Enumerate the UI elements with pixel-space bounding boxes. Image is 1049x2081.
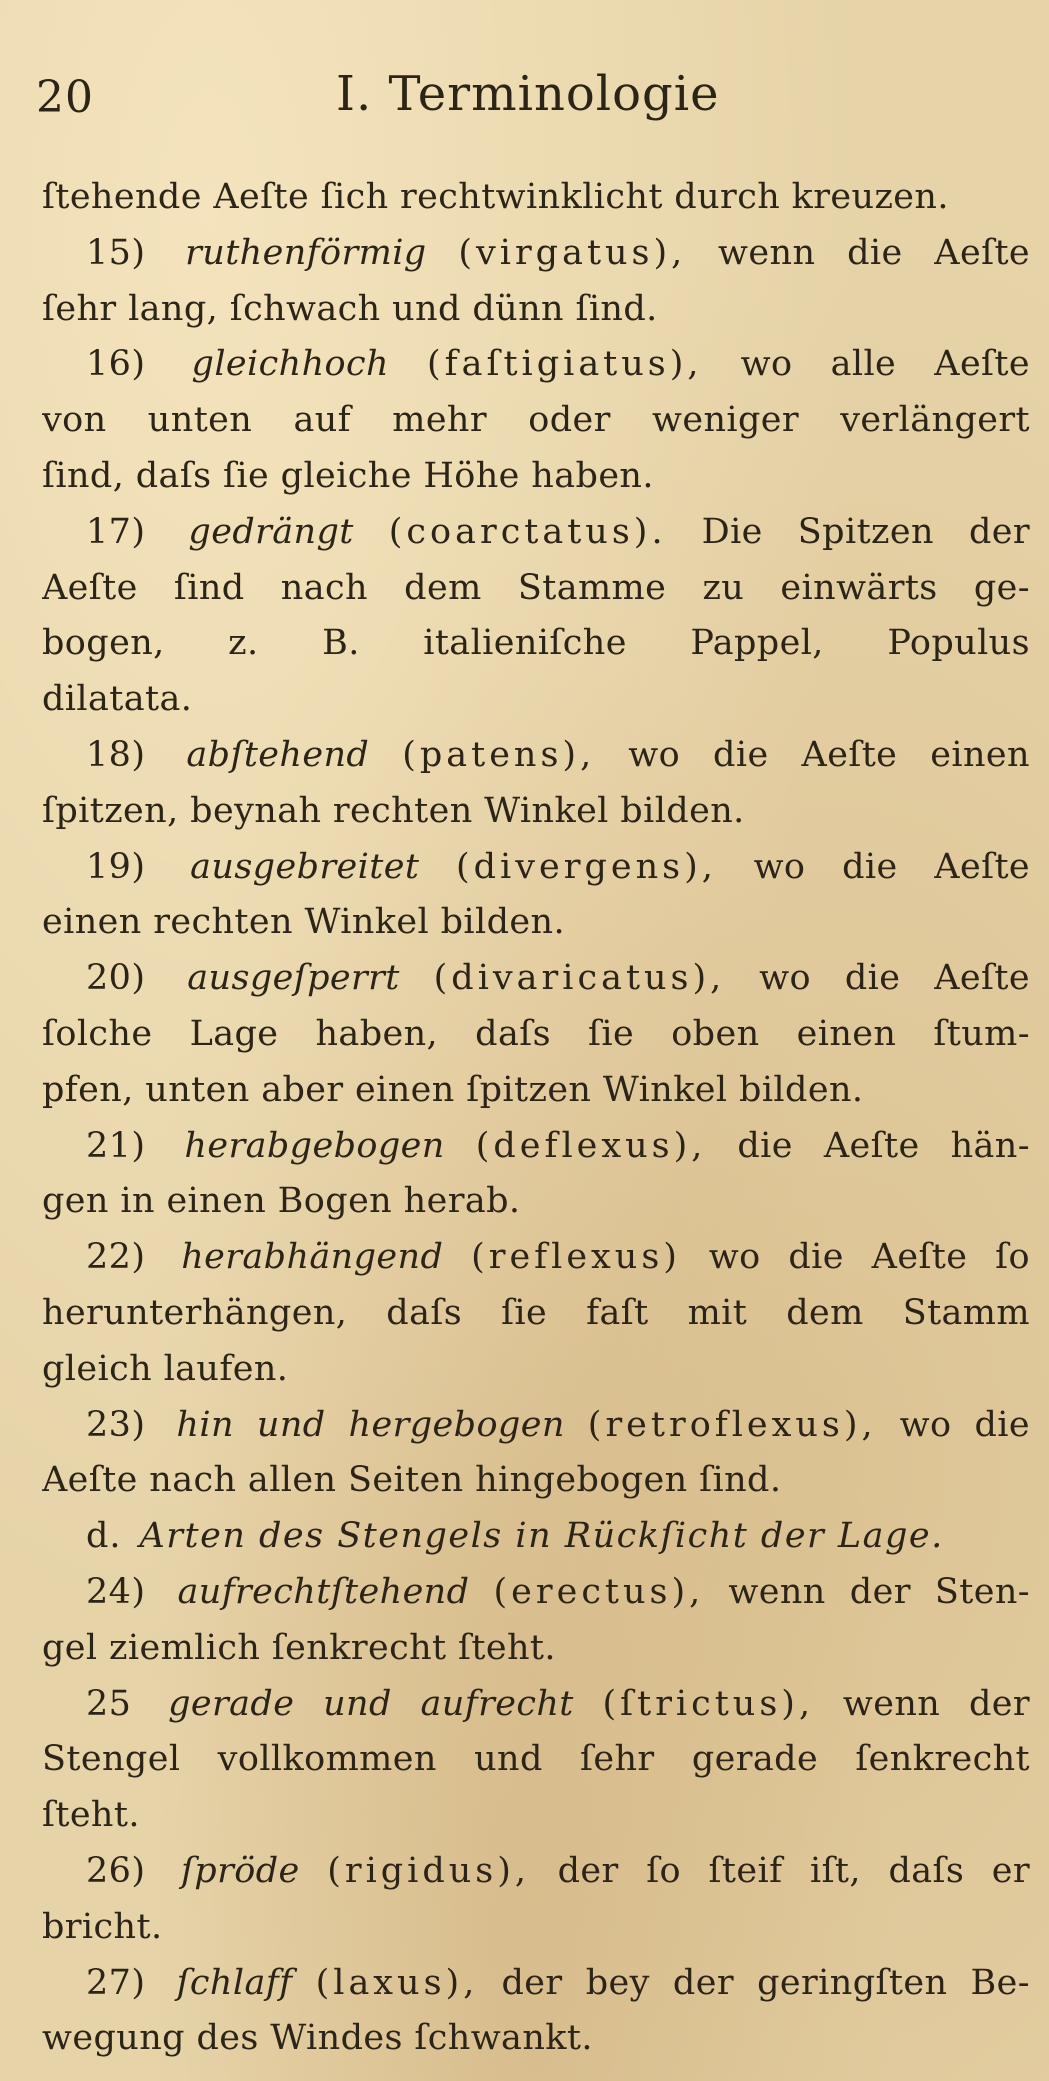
- entry-text: die Aeſte hän-: [737, 1125, 1030, 1166]
- entry-number: 21): [86, 1125, 146, 1166]
- running-head: [36, 58, 1026, 128]
- entry-text: wo die: [899, 1404, 1030, 1445]
- entry-latin-name: (deflexus),: [475, 1125, 707, 1166]
- text-line: ſolche Lage haben, daſs ſie oben einen ſtum-: [42, 1013, 1030, 1054]
- entry-latin-name: (divergens),: [456, 846, 717, 887]
- entry-term: aufrechtſtehend: [177, 1571, 470, 1612]
- entry-text: der ſo ſteif iſt, daſs er: [557, 1850, 1030, 1891]
- entry-latin-name: (erectus),: [493, 1571, 705, 1612]
- entry-term: ſchlaff: [176, 1962, 293, 2003]
- entry-text: der bey der geringſten Be-: [501, 1962, 1030, 2003]
- entry-text: wo die Aeſte ſo: [708, 1237, 1030, 1278]
- entry-number: 15): [86, 232, 146, 273]
- entry-text: wenn die Aeſte: [718, 232, 1030, 273]
- entry-number: 26): [86, 1850, 146, 1891]
- entry-term: gedrängt: [188, 511, 354, 552]
- entry-number: 23): [86, 1404, 146, 1445]
- entry-20-first-line: [42, 951, 1030, 1007]
- entry-22-first-line: [42, 1230, 1030, 1286]
- entry-number: 22): [86, 1237, 146, 1278]
- entry-latin-name: (ſtrictus),: [602, 1683, 815, 1724]
- entry-21-first-line: [42, 1119, 1030, 1175]
- text-line: pfen, unten aber einen ſpitzen Winkel bilden.: [42, 1069, 864, 1110]
- chapter-title: I. Terminologie: [336, 66, 720, 122]
- entry-term: ausgeſperrt: [187, 958, 400, 999]
- entry-latin-name: (rigidus),: [327, 1850, 531, 1891]
- text-line: einen rechten Winkel bilden.: [42, 902, 565, 943]
- text-line: von unten auf mehr oder weniger verlängert: [42, 400, 1030, 441]
- text-line: dilatata.: [42, 679, 193, 720]
- text-line: Aeſte ſind nach dem Stamme zu einwärts ge-: [42, 567, 1030, 608]
- entry-text: wenn der Sten-: [728, 1571, 1030, 1612]
- entry-term: abſtehend: [186, 734, 370, 775]
- entry-term: ausgebreitet: [190, 846, 420, 887]
- entry-number: 25: [86, 1683, 132, 1724]
- text-line: gel ziemlich ſenkrecht ſteht.: [42, 1627, 556, 1668]
- entry-17-first-line: [42, 505, 1030, 561]
- text-line: ſpitzen, beynah rechten Winkel bilden.: [42, 790, 745, 831]
- entry-term: gerade und aufrecht: [168, 1683, 574, 1724]
- entry-26-first-line: [42, 1844, 1030, 1900]
- entry-text: wenn der: [842, 1683, 1030, 1724]
- entry-term: hin und hergebogen: [176, 1404, 565, 1445]
- entry-text: wo alle Aeſte: [740, 344, 1030, 385]
- entry-latin-name: (patens),: [402, 734, 596, 775]
- entry-term: herabhängend: [181, 1237, 444, 1278]
- entry-number: 27): [86, 1962, 146, 2003]
- entry-text: wo die Aeſte: [753, 846, 1030, 887]
- entry-term: herabgebogen: [184, 1125, 445, 1166]
- entry-18-first-line: [42, 728, 1030, 784]
- entry-number: 20): [86, 958, 146, 999]
- entry-term: ſpröde: [180, 1850, 300, 1891]
- section-heading: [42, 1509, 1030, 1565]
- body-text: [42, 170, 1030, 2067]
- entry-15-first-line: [42, 226, 1030, 282]
- entry-19-first-line: [42, 840, 1030, 896]
- text-line: ſehr lang, ſchwach und dünn ſind.: [42, 288, 658, 329]
- entry-term: gleichhoch: [191, 344, 389, 385]
- entry-latin-name: (laxus),: [315, 1962, 479, 2003]
- entry-latin-name: (reflexus): [471, 1237, 681, 1278]
- section-title: Arten des Stengels in Rückſicht der Lage.: [139, 1516, 944, 1557]
- text-line: herunterhängen, daſs ſie faſt mit dem Stamm: [42, 1292, 1030, 1333]
- text-line: wegung des Windes ſchwankt.: [42, 2018, 593, 2059]
- entry-text: wo die Aeſte einen: [628, 734, 1030, 775]
- entry-number: 16): [86, 344, 146, 385]
- text-line: bricht.: [42, 1906, 163, 1947]
- text-line: gleich laufen.: [42, 1348, 289, 1389]
- text-line: gen in einen Bogen herab.: [42, 1181, 521, 1222]
- entry-text: wo die Aeſte: [759, 958, 1030, 999]
- text-line: Stengel vollkommen und ſehr gerade ſenkrecht: [42, 1739, 1030, 1780]
- page-number: 20: [36, 72, 94, 123]
- entry-number: 17): [86, 511, 146, 552]
- entry-25-first-line: [42, 1677, 1030, 1733]
- text-line: Aeſte nach allen Seiten hingebogen ſind.: [42, 1460, 782, 1501]
- entry-23-first-line: [42, 1398, 1030, 1454]
- text-line: ſind, daſs ſie gleiche Höhe haben.: [42, 455, 654, 496]
- entry-latin-name: (faſtigiatus),: [427, 344, 703, 385]
- text-line: bogen, z. B. italieniſche Pappel, Populus: [42, 623, 1030, 664]
- entry-16-first-line: [42, 337, 1030, 393]
- entry-number: 19): [86, 846, 146, 887]
- entry-number: 18): [86, 734, 146, 775]
- entry-latin-name: (coarctatus).: [388, 511, 667, 552]
- entry-text: Die Spitzen der: [701, 511, 1030, 552]
- text-line: ſtehende Aeſte ſich rechtwinklicht durch kreuzen.: [42, 177, 949, 217]
- section-letter: d.: [86, 1516, 122, 1557]
- entry-24-first-line: [42, 1565, 1030, 1621]
- entry-term: ruthenförmig: [185, 232, 427, 273]
- text-line: ſteht.: [42, 1795, 140, 1836]
- entry-27-first-line: [42, 1956, 1030, 2012]
- entry-latin-name: (retroflexus),: [587, 1404, 877, 1445]
- entry-latin-name: (virgatus),: [458, 232, 687, 273]
- entry-latin-name: (divaricatus),: [433, 958, 726, 999]
- entry-number: 24): [86, 1571, 146, 1612]
